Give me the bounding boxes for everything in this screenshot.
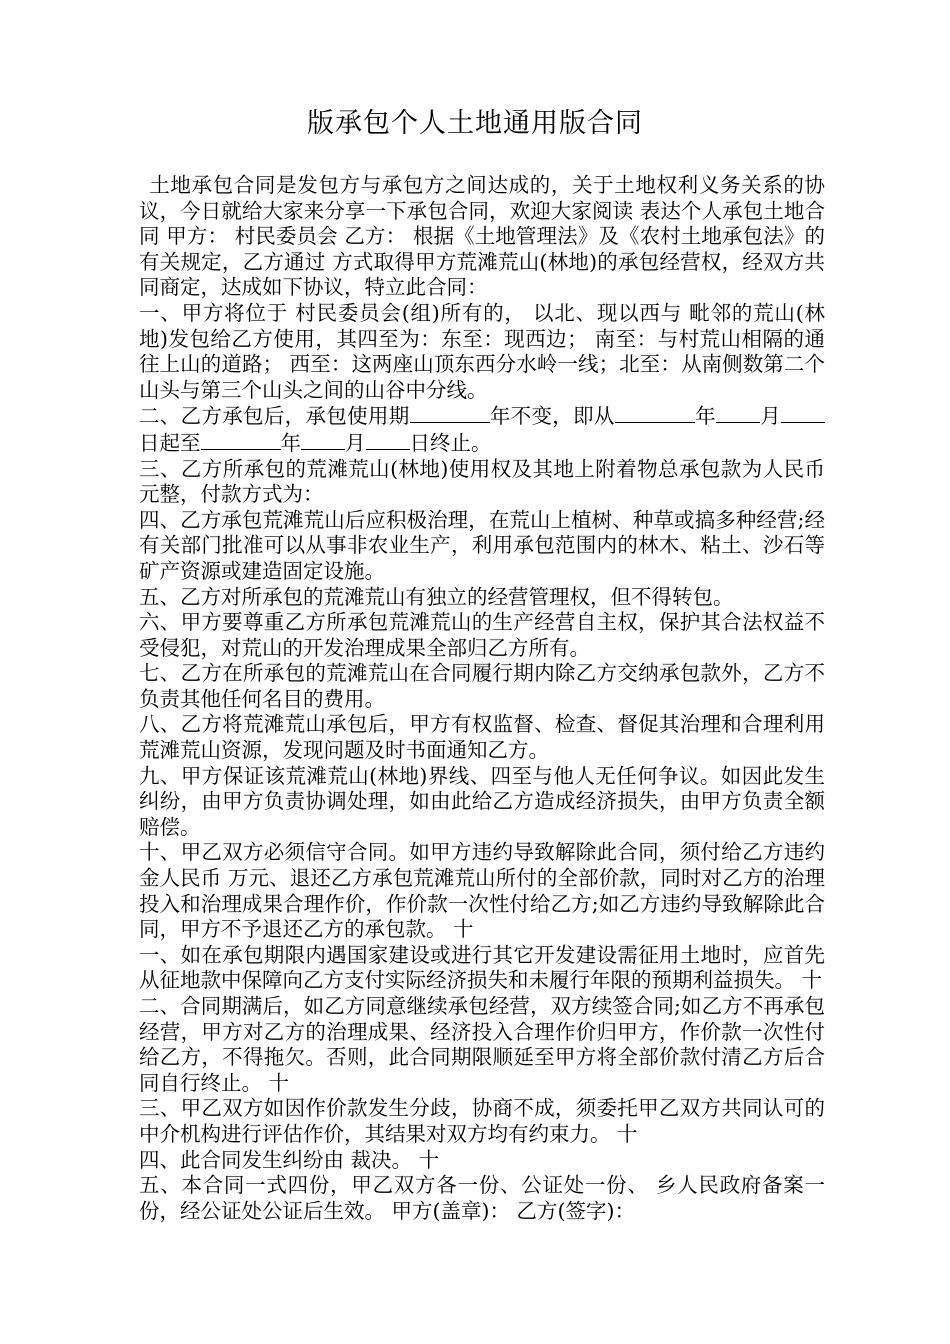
clause-2-text: 月 — [759, 404, 781, 429]
clause-2-text: 月 — [345, 430, 366, 455]
clause-6: 六、甲方要尊重乙方所承包荒滩荒山的生产经营自主权，保护其合法权益不受侵犯，对荒山的开发治理成果全部归乙方所有。 — [139, 610, 825, 660]
clause-1: 一、甲方将位于 村民委员会(组)所有的， 以北、现以西与 毗邻的荒山(林地)发包给乙方使用，其四至为：东至：现西边； 南至：与村荒山相隔的通往上山的道路； 西至：这两座山顶东西分水岭一线；北至：从南侧数第二个山头与第三个山头之间的山谷中分线。 — [139, 300, 825, 402]
clause-7: 七、乙方在所承包的荒滩荒山在合同履行期内除乙方交纳承包款外，乙方不负责其他任何名目的费用。 — [139, 661, 825, 711]
clause-9: 九、甲方保证该荒滩荒山(林地)界线、四至与他人无任何争议。如因此发生纠纷，由甲方负责协调处理，如由此给乙方造成经济损失，由甲方负责全额赔偿。 — [139, 763, 825, 839]
clause-13: 三、甲乙双方如因作价款发生分歧，协商不成，须委托甲乙双方共同认可的中介机构进行评估作价，其结果对双方均有约束力。 十 — [139, 1096, 825, 1146]
clause-14: 四、此合同发生纠纷由 裁决。 十 — [139, 1147, 440, 1172]
blank-start-year — [615, 403, 695, 423]
clause-2 — [139, 403, 825, 456]
clause-2-text: 日终止。 — [409, 430, 492, 455]
blank-end-day — [366, 430, 410, 450]
clause-2-text: 年 — [280, 430, 301, 455]
blank-start-month-a — [716, 403, 760, 423]
document-title: 版承包个人土地通用版合同 — [307, 108, 643, 139]
blank-term-years — [410, 403, 490, 423]
clause-15: 五、本合同一式四份，甲乙双方各一份、公证处一份、 乡人民政府备案一份，经公证处公证后生效。 甲方(盖章)： 乙方(签字)： — [139, 1173, 825, 1223]
document-body — [139, 173, 825, 1224]
clause-12: 二、合同期满后，如乙方同意继续承包经营，双方续签合同;如乙方不再承包经营，甲方对乙方的治理成果、经济投入合理作价归甲方，作价款一次性付给乙方，不得拖欠。否则，此合同期限顺延至甲方将全部价款付清乙方后合同自行终止。 十 — [139, 994, 825, 1095]
clause-10: 十、甲乙双方必须信守合同。如甲方违约导致解除此合同，须付给乙方违约金人民币 万元、退还乙方承包荒滩荒山所付的全部价款，同时对乙方的治理投入和治理成果合理作价，作价款一次性付给乙方;如乙方违约导致解除此合同，甲方不予退还乙方的承包款。 十 — [139, 840, 825, 942]
blank-end-month — [301, 430, 345, 450]
clause-2-text: 二、乙方承包后，承包使用期 — [139, 404, 410, 429]
clause-11: 一、如在承包期限内遇国家建设或进行其它开发建设需征用土地时，应首先从征地款中保障向乙方支付实际经济损失和未履行年限的预期利益损失。 十 — [139, 942, 825, 993]
intro-paragraph: 土地承包合同是发包方与承包方之间达成的，关于土地权利义务关系的协议，今日就给大家来分享一下承包合同，欢迎大家阅读 表达个人承包土地合同 甲方： 村民委员会 乙方： 根据《土地管理法》及《农村土地承包法》的有关规定，乙方通过 方式取得甲方荒滩荒山(林地)的承包经营权，经双方共同商定，达成如下协议，特立此合同： — [139, 173, 825, 300]
clause-2-text: 日起至 — [139, 430, 201, 455]
blank-end-year — [201, 430, 281, 450]
clause-5: 五、乙方对所承包的荒滩荒山有独立的经营管理权，但不得转包。 — [139, 584, 734, 609]
clause-2-text: 年 — [694, 404, 716, 429]
clause-4: 四、乙方承包荒滩荒山后应积极治理，在荒山上植树、种草或搞多种经营;经有关部门批准可以从事非农业生产，利用承包范围内的林木、粘土、沙石等矿产资源或建造固定设施。 — [139, 507, 825, 583]
clause-3: 三、乙方所承包的荒滩荒山(林地)使用权及其地上附着物总承包款为人民币元整，付款方式为： — [139, 456, 825, 507]
clause-2-text: 年不变，即从 — [489, 404, 615, 429]
blank-start-day — [781, 403, 825, 423]
clause-8: 八、乙方将荒滩荒山承包后，甲方有权监督、检查、督促其治理和合理利用荒滩荒山资源，发现问题及时书面通知乙方。 — [139, 712, 825, 763]
